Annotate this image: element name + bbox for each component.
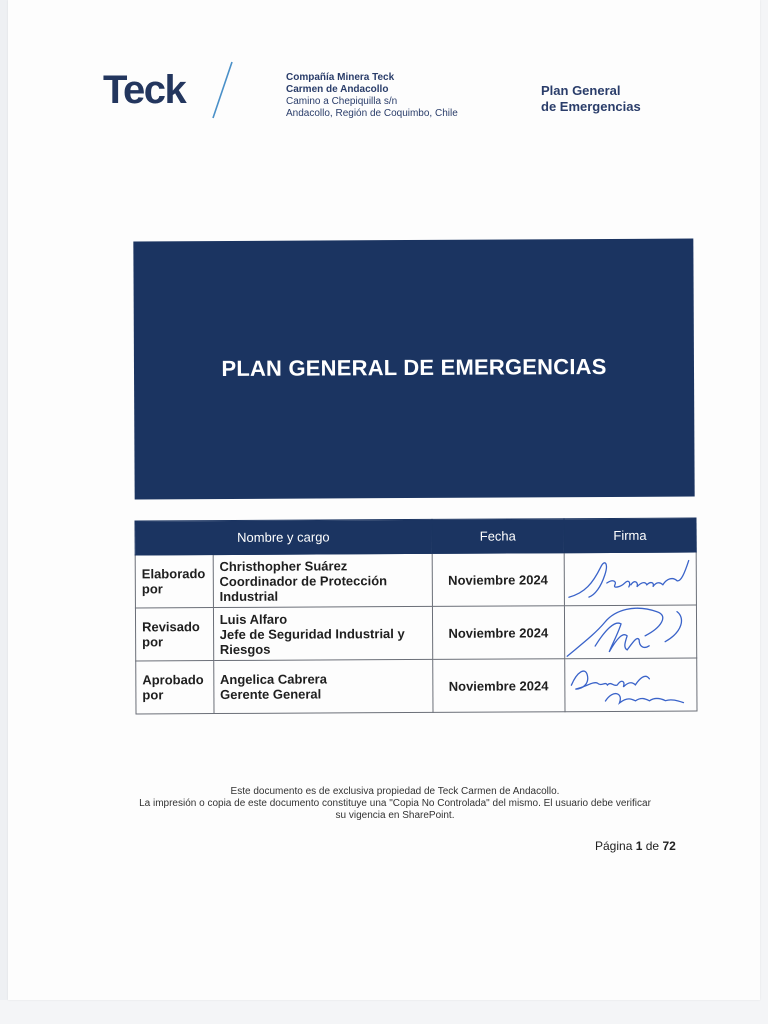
role-label-suffix: por: [141, 581, 163, 597]
teck-logo: Teck: [103, 68, 186, 112]
approval-table: [134, 518, 697, 715]
role-label-suffix: por: [142, 687, 164, 703]
person-name: Christhopher Suárez: [219, 557, 348, 574]
footer-line-1: Este documento es de exclusiva propiedad de Teck Carmen de Andacollo.: [230, 786, 560, 797]
signature-cabrera-icon: [565, 659, 695, 712]
role-cell: [135, 608, 213, 661]
role-label: Elaborado: [141, 566, 206, 582]
date-cell: Noviembre 2024: [432, 659, 564, 713]
person-title: Coordinador de Protección: [219, 572, 388, 589]
page-number: [595, 839, 676, 853]
header-date: Fecha: [432, 519, 564, 554]
company-street-line: Camino a Chepiquilla s/n: [286, 96, 398, 107]
name-cell: [213, 606, 432, 660]
company-name-line: Compañía Minera Teck: [286, 72, 395, 83]
person-title: Gerente General: [220, 686, 322, 703]
page-current: 1: [635, 839, 643, 853]
person-name: Angelica Cabrera: [219, 671, 327, 688]
page-of: de: [645, 839, 660, 853]
document-reference: [541, 83, 641, 115]
role-label-suffix: por: [142, 634, 164, 650]
signature-suarez-icon: [564, 553, 694, 606]
footer-line-2: La impresión o copia de este documento constituye una "Copia No Controlada" del mismo. El usuario debe verificar: [139, 798, 651, 809]
doc-ref-line-1: Plan General: [541, 83, 621, 98]
document-title: PLAN GENERAL DE EMERGENCIAS: [221, 353, 607, 382]
signature-cell: [564, 605, 696, 659]
logo-slash-icon: [210, 60, 236, 120]
table-row: [135, 605, 696, 661]
doc-ref-line-2: de Emergencias: [541, 99, 641, 114]
signature-alfaro-icon: [565, 606, 695, 659]
confidentiality-note: [110, 786, 680, 822]
signature-cell: [564, 552, 696, 606]
header-name-role: Nombre y cargo: [135, 519, 432, 555]
approval-table-header: [135, 518, 696, 555]
document-header: [0, 0, 768, 140]
header-signature: Firma: [564, 518, 696, 553]
page-total: 72: [662, 839, 676, 853]
date-cell: Noviembre 2024: [432, 553, 564, 607]
person-name: Luis Alfaro: [219, 611, 288, 627]
title-banner: [133, 239, 694, 500]
person-title-cont: Industrial: [219, 588, 279, 604]
signature-cell: [565, 658, 697, 712]
footer-line-3: su vigencia en SharePoint.: [335, 810, 455, 821]
company-site-line: Carmen de Andacollo: [286, 84, 389, 95]
page-shadow-edge: [0, 0, 8, 1000]
person-title-cont: Riesgos: [219, 641, 271, 657]
table-row: [135, 552, 696, 608]
role-label: Aprobado: [142, 672, 204, 688]
role-cell: [135, 555, 213, 608]
page-label: Página: [595, 839, 633, 853]
role-cell: [136, 661, 214, 714]
date-cell: Noviembre 2024: [432, 606, 564, 660]
company-address: [286, 72, 458, 120]
company-region-line: Andacollo, Región de Coquimbo, Chile: [286, 108, 458, 119]
name-cell: [213, 659, 432, 713]
role-label: Revisado: [142, 619, 200, 635]
name-cell: [213, 553, 432, 607]
table-row: [136, 658, 697, 714]
person-title: Jefe de Seguridad Industrial y: [219, 625, 405, 642]
